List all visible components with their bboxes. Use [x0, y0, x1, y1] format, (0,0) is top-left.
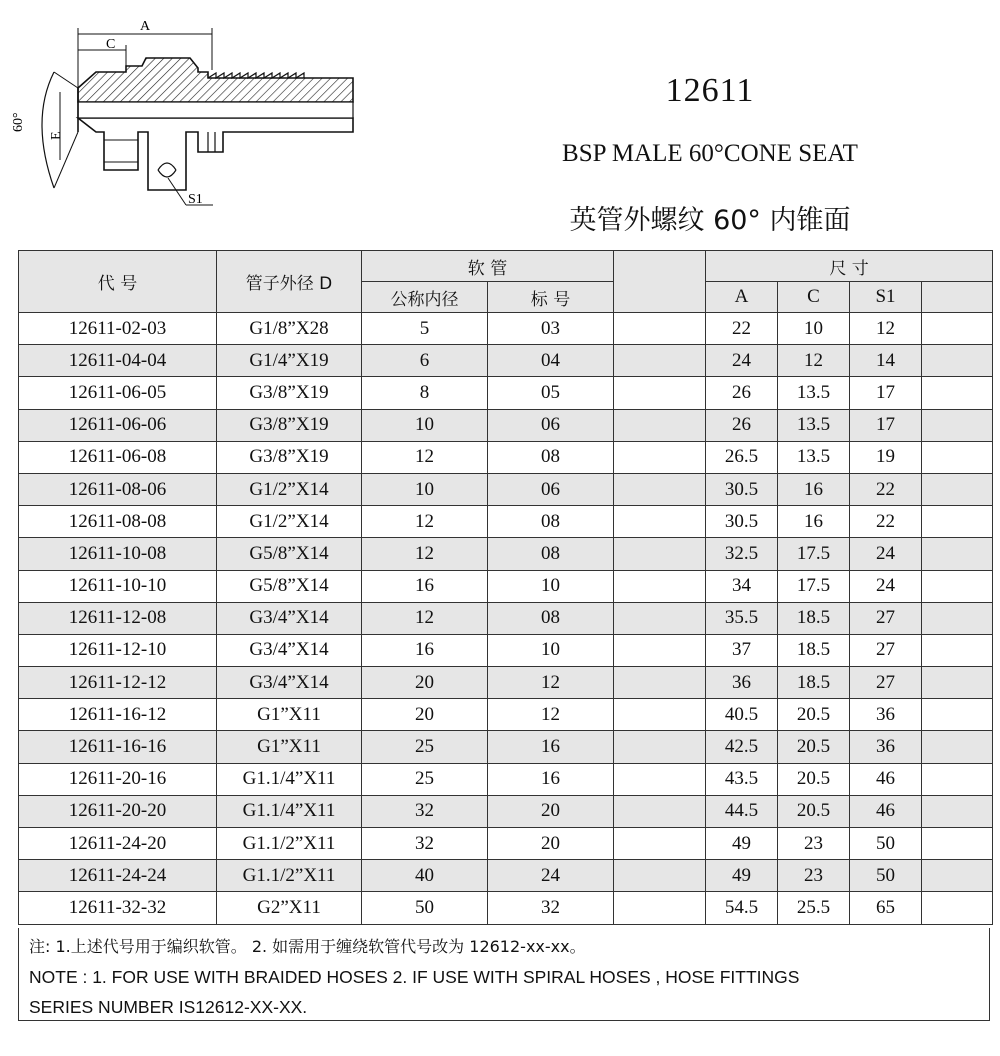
table-row — [19, 602, 993, 634]
cell-outer-diameter: G2”X11 — [217, 892, 362, 924]
cell-a: 54.5 — [706, 892, 778, 924]
table-row — [19, 699, 993, 731]
cell-s1: 17 — [850, 377, 922, 409]
cell-a: 30.5 — [706, 473, 778, 505]
header-outer-diameter: 管子外径 D — [217, 251, 362, 313]
cell-code: 12611-12-12 — [19, 667, 217, 699]
cell-blank — [614, 602, 706, 634]
cell-blank — [614, 377, 706, 409]
cell-c: 10 — [778, 313, 850, 345]
table-row — [19, 409, 993, 441]
title-english: BSP MALE 60°CONE SEAT — [562, 140, 858, 167]
cell-a: 49 — [706, 828, 778, 860]
cell-a: 36 — [706, 667, 778, 699]
cell-c: 16 — [778, 473, 850, 505]
cell-nominal-id: 16 — [362, 570, 488, 602]
cell-outer-diameter: G1/8”X28 — [217, 313, 362, 345]
cell-hose-mark: 32 — [488, 892, 614, 924]
cell-blank — [614, 538, 706, 570]
cell-hose-mark: 12 — [488, 699, 614, 731]
cell-s1: 27 — [850, 634, 922, 666]
cell-a: 26 — [706, 377, 778, 409]
cell-hose-mark: 20 — [488, 795, 614, 827]
cell-a: 32.5 — [706, 538, 778, 570]
table-row — [19, 892, 993, 924]
cell-extra — [922, 409, 993, 441]
note-english-line-2: SERIES NUMBER IS12612-XX-XX. — [29, 997, 308, 1017]
cell-blank — [614, 506, 706, 538]
cell-s1: 19 — [850, 441, 922, 473]
cell-blank — [614, 313, 706, 345]
angle-label: 60° — [11, 112, 26, 132]
cell-s1: 46 — [850, 763, 922, 795]
cell-c: 18.5 — [778, 667, 850, 699]
header-hose-mark: 标 号 — [488, 282, 614, 313]
cell-hose-mark: 03 — [488, 313, 614, 345]
cell-a: 42.5 — [706, 731, 778, 763]
cell-extra — [922, 795, 993, 827]
cell-code: 12611-24-24 — [19, 860, 217, 892]
cell-blank — [614, 634, 706, 666]
table-row — [19, 860, 993, 892]
cell-code: 12611-08-08 — [19, 506, 217, 538]
cell-nominal-id: 12 — [362, 506, 488, 538]
cell-blank — [614, 409, 706, 441]
header-extra — [922, 282, 993, 313]
cell-hose-mark: 08 — [488, 602, 614, 634]
cell-nominal-id: 12 — [362, 441, 488, 473]
cell-code: 12611-20-16 — [19, 763, 217, 795]
cell-hose-mark: 24 — [488, 860, 614, 892]
cell-code: 12611-24-20 — [19, 828, 217, 860]
cell-c: 18.5 — [778, 602, 850, 634]
cell-a: 44.5 — [706, 795, 778, 827]
cell-blank — [614, 860, 706, 892]
cell-outer-diameter: G1.1/4”X11 — [217, 763, 362, 795]
cell-a: 37 — [706, 634, 778, 666]
cell-outer-diameter: G1/2”X14 — [217, 506, 362, 538]
cell-code: 12611-06-06 — [19, 409, 217, 441]
header-c: C — [778, 282, 850, 313]
cell-nominal-id: 50 — [362, 892, 488, 924]
cell-blank — [614, 763, 706, 795]
cell-blank — [614, 441, 706, 473]
cell-s1: 24 — [850, 538, 922, 570]
cell-outer-diameter: G1”X11 — [217, 699, 362, 731]
table-row — [19, 345, 993, 377]
table-row — [19, 538, 993, 570]
header-nominal-id: 公称内径 — [362, 282, 488, 313]
cell-nominal-id: 16 — [362, 634, 488, 666]
cell-outer-diameter: G3/4”X14 — [217, 667, 362, 699]
cell-hose-mark: 12 — [488, 667, 614, 699]
cell-outer-diameter: G1.1/2”X11 — [217, 828, 362, 860]
cell-blank — [614, 828, 706, 860]
header-size-group: 尺 寸 — [706, 251, 993, 282]
cell-blank — [614, 345, 706, 377]
cell-extra — [922, 377, 993, 409]
cell-a: 26 — [706, 409, 778, 441]
cell-hose-mark: 08 — [488, 506, 614, 538]
table-row — [19, 731, 993, 763]
table-row — [19, 506, 993, 538]
cell-hose-mark: 08 — [488, 441, 614, 473]
cell-c: 23 — [778, 828, 850, 860]
cell-nominal-id: 6 — [362, 345, 488, 377]
cell-extra — [922, 538, 993, 570]
cell-c: 12 — [778, 345, 850, 377]
note-english — [29, 962, 979, 1022]
cell-c: 20.5 — [778, 699, 850, 731]
cell-blank — [614, 570, 706, 602]
part-number: 12611 — [665, 72, 755, 109]
table-row — [19, 473, 993, 505]
cell-hose-mark: 16 — [488, 731, 614, 763]
cell-c: 13.5 — [778, 441, 850, 473]
cell-s1: 24 — [850, 570, 922, 602]
cell-extra — [922, 506, 993, 538]
cell-nominal-id: 10 — [362, 409, 488, 441]
table-row — [19, 795, 993, 827]
cell-s1: 17 — [850, 409, 922, 441]
cell-nominal-id: 40 — [362, 860, 488, 892]
cell-c: 20.5 — [778, 731, 850, 763]
cell-outer-diameter: G1/4”X19 — [217, 345, 362, 377]
cell-extra — [922, 860, 993, 892]
cell-outer-diameter: G3/8”X19 — [217, 409, 362, 441]
cell-nominal-id: 25 — [362, 763, 488, 795]
cell-s1: 14 — [850, 345, 922, 377]
cell-extra — [922, 892, 993, 924]
cell-extra — [922, 570, 993, 602]
cell-hose-mark: 06 — [488, 409, 614, 441]
cell-blank — [614, 731, 706, 763]
cell-hose-mark: 04 — [488, 345, 614, 377]
cell-nominal-id: 8 — [362, 377, 488, 409]
cell-hose-mark: 08 — [488, 538, 614, 570]
cell-code: 12611-16-12 — [19, 699, 217, 731]
s1-label: S1 — [188, 192, 203, 207]
cell-nominal-id: 32 — [362, 795, 488, 827]
cell-nominal-id: 25 — [362, 731, 488, 763]
spec-table — [18, 250, 993, 925]
table-row — [19, 828, 993, 860]
cell-s1: 50 — [850, 828, 922, 860]
header-s1: S1 — [850, 282, 922, 313]
cell-blank — [614, 699, 706, 731]
cell-code: 12611-20-20 — [19, 795, 217, 827]
cell-extra — [922, 667, 993, 699]
header-hose-group: 软 管 — [362, 251, 614, 282]
cell-s1: 27 — [850, 602, 922, 634]
cell-extra — [922, 473, 993, 505]
cell-extra — [922, 602, 993, 634]
cell-c: 25.5 — [778, 892, 850, 924]
table-row — [19, 313, 993, 345]
cell-nominal-id: 20 — [362, 667, 488, 699]
cell-a: 26.5 — [706, 441, 778, 473]
cell-extra — [922, 763, 993, 795]
cell-a: 30.5 — [706, 506, 778, 538]
cell-code: 12611-06-05 — [19, 377, 217, 409]
cell-extra — [922, 828, 993, 860]
cell-a: 40.5 — [706, 699, 778, 731]
cell-extra — [922, 313, 993, 345]
cell-a: 43.5 — [706, 763, 778, 795]
cell-c: 13.5 — [778, 409, 850, 441]
dim-e-label: E — [49, 131, 64, 140]
cell-a: 34 — [706, 570, 778, 602]
table-row — [19, 667, 993, 699]
cell-s1: 46 — [850, 795, 922, 827]
dim-c-label: C — [106, 37, 116, 52]
cell-blank — [614, 667, 706, 699]
cell-s1: 36 — [850, 699, 922, 731]
fitting-technical-drawing — [8, 10, 358, 225]
cell-s1: 65 — [850, 892, 922, 924]
cell-nominal-id: 5 — [362, 313, 488, 345]
note-english-line-1: NOTE : 1. FOR USE WITH BRAIDED HOSES 2. IF USE WITH SPIRAL HOSES , HOSE FITTINGS — [29, 967, 800, 987]
dim-a-label: A — [140, 19, 151, 34]
header-a: A — [706, 282, 778, 313]
cell-code: 12611-02-03 — [19, 313, 217, 345]
cell-s1: 50 — [850, 860, 922, 892]
cell-blank — [614, 892, 706, 924]
cell-outer-diameter: G1.1/2”X11 — [217, 860, 362, 892]
cell-c: 18.5 — [778, 634, 850, 666]
cell-c: 20.5 — [778, 795, 850, 827]
cell-blank — [614, 473, 706, 505]
cell-outer-diameter: G1/2”X14 — [217, 473, 362, 505]
cell-c: 20.5 — [778, 763, 850, 795]
header-blank — [614, 251, 706, 313]
cell-a: 22 — [706, 313, 778, 345]
cell-outer-diameter: G3/4”X14 — [217, 602, 362, 634]
cell-s1: 12 — [850, 313, 922, 345]
table-row — [19, 570, 993, 602]
cell-extra — [922, 441, 993, 473]
header-code: 代 号 — [19, 251, 217, 313]
table-row — [19, 441, 993, 473]
table-row — [19, 377, 993, 409]
cell-nominal-id: 12 — [362, 538, 488, 570]
note-chinese: 注: 1.上述代号用于编织软管。 2. 如需用于缠绕软管代号改为 12612-xx-xx。 — [29, 937, 586, 956]
cell-nominal-id: 12 — [362, 602, 488, 634]
title-chinese: 英管外螺纹 60° 内锥面 — [569, 205, 851, 236]
cell-hose-mark: 20 — [488, 828, 614, 860]
cell-c: 17.5 — [778, 538, 850, 570]
cell-nominal-id: 20 — [362, 699, 488, 731]
cell-a: 49 — [706, 860, 778, 892]
cell-code: 12611-04-04 — [19, 345, 217, 377]
cell-outer-diameter: G5/8”X14 — [217, 570, 362, 602]
cell-hose-mark: 10 — [488, 634, 614, 666]
cell-a: 24 — [706, 345, 778, 377]
cell-hose-mark: 10 — [488, 570, 614, 602]
cell-code: 12611-06-08 — [19, 441, 217, 473]
cell-c: 16 — [778, 506, 850, 538]
cell-code: 12611-10-08 — [19, 538, 217, 570]
cell-blank — [614, 795, 706, 827]
cell-s1: 22 — [850, 506, 922, 538]
cell-extra — [922, 634, 993, 666]
cell-c: 23 — [778, 860, 850, 892]
cell-code: 12611-10-10 — [19, 570, 217, 602]
cell-outer-diameter: G3/8”X19 — [217, 441, 362, 473]
cell-hose-mark: 16 — [488, 763, 614, 795]
cell-s1: 27 — [850, 667, 922, 699]
cell-hose-mark: 06 — [488, 473, 614, 505]
cell-s1: 22 — [850, 473, 922, 505]
notes — [18, 928, 990, 1021]
cell-c: 17.5 — [778, 570, 850, 602]
cell-outer-diameter: G1.1/4”X11 — [217, 795, 362, 827]
cell-outer-diameter: G5/8”X14 — [217, 538, 362, 570]
cell-code: 12611-08-06 — [19, 473, 217, 505]
table-row — [19, 763, 993, 795]
cell-a: 35.5 — [706, 602, 778, 634]
cell-extra — [922, 731, 993, 763]
cell-hose-mark: 05 — [488, 377, 614, 409]
cell-extra — [922, 699, 993, 731]
cell-code: 12611-12-10 — [19, 634, 217, 666]
cell-outer-diameter: G3/4”X14 — [217, 634, 362, 666]
cell-code: 12611-12-08 — [19, 602, 217, 634]
cell-code: 12611-32-32 — [19, 892, 217, 924]
table-row — [19, 634, 993, 666]
cell-code: 12611-16-16 — [19, 731, 217, 763]
cell-nominal-id: 32 — [362, 828, 488, 860]
cell-s1: 36 — [850, 731, 922, 763]
cell-outer-diameter: G1”X11 — [217, 731, 362, 763]
cell-extra — [922, 345, 993, 377]
cell-outer-diameter: G3/8”X19 — [217, 377, 362, 409]
cell-nominal-id: 10 — [362, 473, 488, 505]
cell-c: 13.5 — [778, 377, 850, 409]
